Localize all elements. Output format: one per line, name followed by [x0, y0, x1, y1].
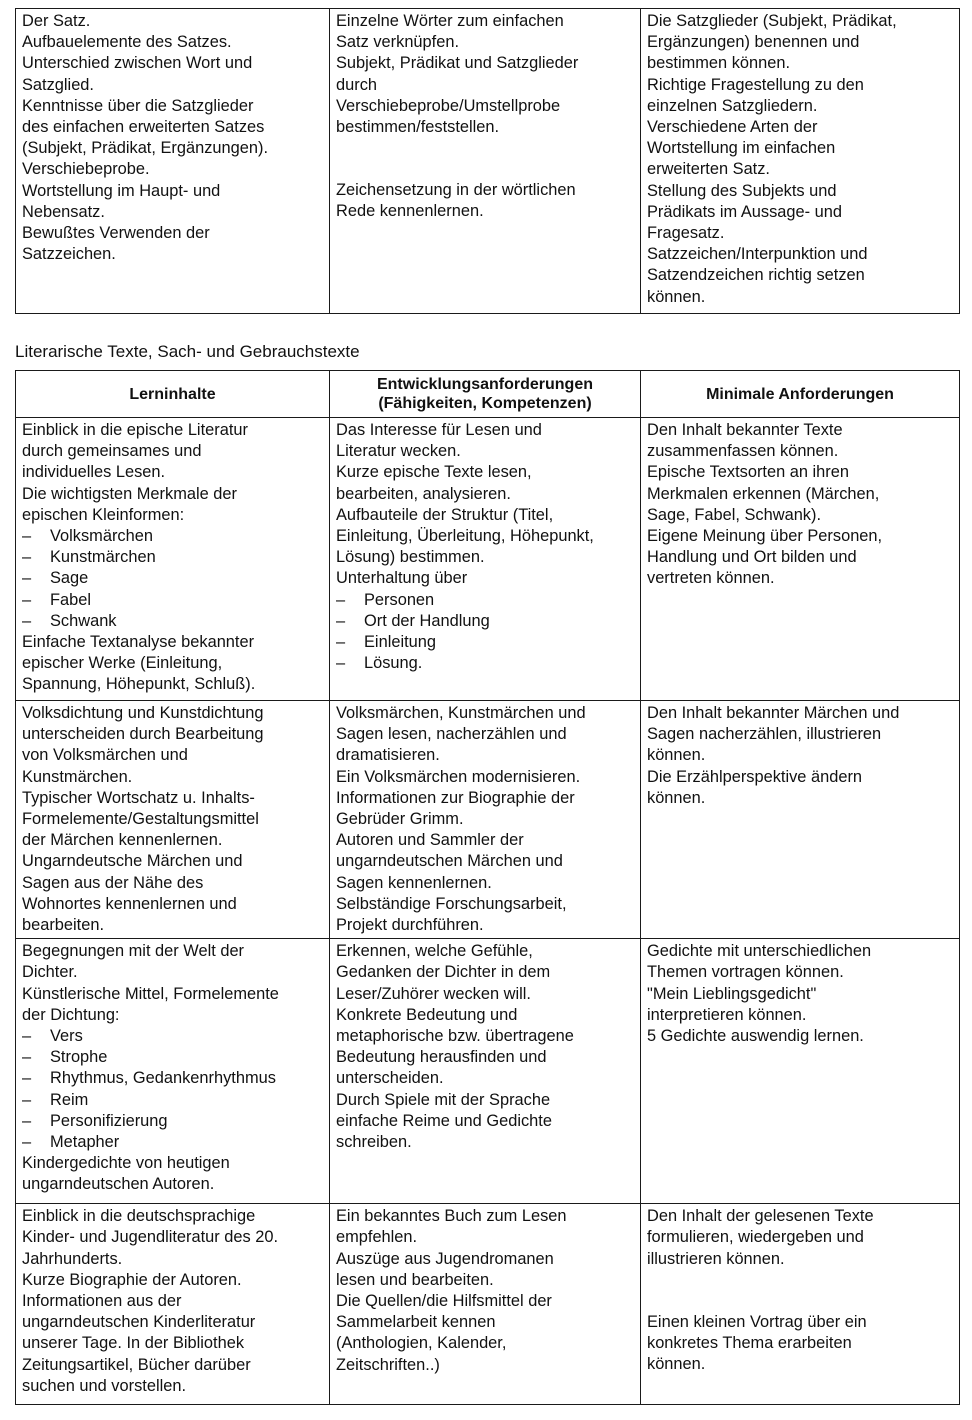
dash-marker: –: [22, 1133, 32, 1152]
text-line: Einleitung, Überleitung, Höhepunkt,: [336, 527, 594, 546]
text-line: "Mein Lieblingsgedicht": [647, 984, 817, 1003]
text-line: Sagen lesen, nacherzählen und: [336, 725, 567, 744]
text-line: erweiterten Satz.: [647, 160, 770, 179]
header-line: (Fähigkeiten, Kompetenzen): [378, 395, 592, 412]
text-line: Typischer Wortschatz u. Inhalts-: [22, 788, 255, 807]
text-line: Wohnortes kennenlernen und: [22, 894, 237, 913]
text-line: Subjekt, Prädikat und Satzglieder: [336, 54, 579, 73]
text-line: Kenntnisse über die Satzglieder: [22, 96, 254, 115]
text-line: Satzzeichen/Interpunktion und: [647, 245, 868, 264]
text-block: [647, 941, 953, 1047]
text-line: Verschiedene Arten der: [647, 118, 818, 137]
text-line: Wortstellung im Haupt- und: [22, 181, 221, 200]
text-block: [22, 941, 323, 1026]
dash-list: [22, 526, 323, 632]
text-line: unterscheiden.: [336, 1069, 444, 1088]
dash-marker: –: [22, 527, 32, 546]
text-line: Lösung) bestimmen.: [336, 548, 485, 567]
section-heading: Literarische Texte, Sach- und Gebrauchstexte: [15, 342, 360, 361]
text-block: [336, 703, 634, 936]
text-line: Volksmärchen, Kunstmärchen und: [336, 704, 586, 722]
text-line: der Dichtung:: [22, 1005, 120, 1024]
text-line: Richtige Fragestellung zu den: [647, 75, 864, 94]
text-line: Aufbauelemente des Satzes.: [22, 33, 232, 52]
text-line: Einzelne Wörter zum einfachen: [336, 12, 564, 30]
text-line: Sagen kennenlernen.: [336, 873, 492, 892]
development-cell: [330, 939, 641, 1204]
dash-marker: –: [336, 590, 346, 609]
text-line: Sagen nacherzählen, illustrieren: [647, 725, 882, 744]
text-line: des einfachen erweiterten Satzes: [22, 118, 265, 137]
text-block: [22, 632, 323, 696]
text-line: Die wichtigsten Merkmale der: [22, 484, 237, 503]
text-block: [22, 703, 323, 936]
text-line: Leser/Zuhörer wecken will.: [336, 984, 531, 1003]
text-line: Konkrete Bedeutung und: [336, 1005, 518, 1024]
list-item-text: Personifizierung: [50, 1111, 168, 1130]
development-cell: [330, 9, 641, 314]
dash-marker: –: [336, 654, 346, 673]
text-line: Merkmalen erkennen (Märchen,: [647, 484, 880, 503]
text-line: Den Inhalt bekannter Texte: [647, 421, 843, 439]
text-block: [647, 11, 953, 308]
text-line: individuelles Lesen.: [22, 463, 166, 482]
list-item: [22, 568, 323, 589]
text-line: ungarndeutschen Kinderliteratur: [22, 1313, 256, 1332]
text-line: Bewußtes Verwenden der: [22, 224, 210, 243]
text-line: dramatisieren.: [336, 746, 440, 765]
dash-marker: –: [22, 1048, 32, 1067]
text-line: bestimmen können.: [647, 54, 791, 73]
list-item-text: Lösung.: [364, 654, 423, 673]
text-line: Wortstellung im einfachen: [647, 139, 836, 158]
list-item-text: Schwank: [50, 611, 117, 630]
list-item: [22, 1132, 323, 1153]
dash-marker: –: [22, 1069, 32, 1088]
text-line: Kinder- und Jugendliteratur des 20.: [22, 1228, 279, 1247]
minimum-cell: [641, 9, 960, 314]
text-line: Der Satz.: [22, 12, 91, 30]
list-item: [336, 611, 634, 632]
header-row: [16, 371, 960, 418]
text-line: Satz verknüpfen.: [336, 33, 460, 52]
text-line: Handlung und Ort bilden und: [647, 548, 857, 567]
text-line: Satzzeichen.: [22, 245, 116, 264]
text-block: [22, 11, 323, 265]
text-line: Dichter.: [22, 963, 78, 982]
table-row: [16, 418, 960, 701]
text-line: Rede kennenlernen.: [336, 202, 484, 221]
text-line: bearbeiten, analysieren.: [336, 484, 511, 503]
text-line: 5 Gedichte auswendig lernen.: [647, 1027, 864, 1046]
text-block: [22, 1206, 323, 1397]
text-line: (Anthologien, Kalender,: [336, 1334, 507, 1353]
text-line: Fragesatz.: [647, 224, 725, 243]
table-row: [16, 939, 960, 1204]
text-line: Sammelarbeit kennen: [336, 1313, 496, 1332]
text-line: Literatur wecken.: [336, 442, 461, 461]
text-line: Themen vortragen können.: [647, 963, 844, 982]
dash-marker: –: [336, 633, 346, 652]
text-line: Kunstmärchen.: [22, 767, 133, 786]
text-line: formulieren, wiedergeben und: [647, 1228, 864, 1247]
text-line: Die Quellen/die Hilfsmittel der: [336, 1292, 552, 1311]
text-line: Verschiebeprobe/Umstellprobe: [336, 96, 561, 115]
text-line: schreiben.: [336, 1133, 412, 1152]
text-line: Stellung des Subjekts und: [647, 181, 837, 200]
learning-content-cell: [16, 418, 330, 701]
text-block: [336, 420, 634, 590]
text-line: unserer Tage. In der Bibliothek: [22, 1334, 245, 1353]
text-line: konkretes Thema erarbeiten: [647, 1334, 852, 1353]
text-line: suchen und vorstellen.: [22, 1376, 187, 1395]
development-cell: [330, 1204, 641, 1405]
list-item-text: Vers: [50, 1027, 83, 1046]
dash-marker: –: [22, 590, 32, 609]
text-line: durch: [336, 75, 378, 94]
text-line: ungarndeutschen Autoren.: [22, 1175, 215, 1194]
list-item-text: Rhythmus, Gedankenrhythmus: [50, 1069, 276, 1088]
text-line: Kurze epische Texte lesen,: [336, 463, 532, 482]
table-row: [16, 1204, 960, 1405]
list-item-text: Metapher: [50, 1133, 120, 1152]
text-line: Sagen aus der Nähe des: [22, 873, 204, 892]
learning-content-cell: [16, 1204, 330, 1405]
learning-content-cell: [16, 939, 330, 1204]
text-block: [336, 1206, 634, 1376]
list-item: [22, 590, 323, 611]
text-line: Auszüge aus Jugendromanen: [336, 1249, 554, 1268]
list-item-text: Einleitung: [364, 633, 436, 652]
text-line: Verschiebeprobe.: [22, 160, 150, 179]
text-line: ungarndeutschen Märchen und: [336, 852, 563, 871]
text-line: Spannung, Höhepunkt, Schluß).: [22, 675, 256, 694]
dash-marker: –: [336, 611, 346, 630]
text-line: der Märchen kennenlernen.: [22, 831, 223, 850]
list-item: [22, 1026, 323, 1047]
dash-marker: –: [22, 611, 32, 630]
text-block: [647, 420, 953, 590]
text-line: Gebrüder Grimm.: [336, 810, 464, 829]
dash-marker: –: [22, 548, 32, 567]
text-line: unterscheiden durch Bearbeitung: [22, 725, 264, 744]
text-line: Nebensatz.: [22, 202, 105, 221]
list-item-text: Kunstmärchen: [50, 548, 156, 567]
text-block: [22, 420, 323, 526]
text-line: Selbständige Forschungsarbeit,: [336, 894, 567, 913]
minimum-cell: [641, 1204, 960, 1405]
text-line: Gedichte mit unterschiedlichen: [647, 942, 872, 961]
text-line: einfache Reime und Gedichte: [336, 1111, 552, 1130]
table-row: [16, 701, 960, 939]
text-line: Informationen zur Biographie der: [336, 788, 575, 807]
text-line: Durch Spiele mit der Sprache: [336, 1090, 551, 1109]
list-item: [336, 632, 634, 653]
text-line: Kurze Biographie der Autoren.: [22, 1270, 242, 1289]
grammar-table: [15, 8, 960, 314]
text-line: metaphorische bzw. übertragene: [336, 1027, 574, 1046]
list-item-text: Sage: [50, 569, 89, 588]
text-line: von Volksmärchen und: [22, 746, 188, 765]
list-item: [22, 1111, 323, 1132]
minimum-cell: [641, 701, 960, 939]
header-minimum-requirements: Minimale Anforderungen: [641, 371, 960, 418]
list-item: [22, 1047, 323, 1068]
text-block: [647, 1206, 953, 1270]
text-line: Erkennen, welche Gefühle,: [336, 942, 533, 961]
text-line: Ungarndeutsche Märchen und: [22, 852, 243, 871]
text-line: Ein bekanntes Buch zum Lesen: [336, 1207, 567, 1226]
text-line: Epische Textsorten an ihren: [647, 463, 849, 482]
text-line: vertreten können.: [647, 569, 775, 588]
text-line: Zeichensetzung in der wörtlichen: [336, 181, 576, 200]
list-item: [336, 653, 634, 674]
text-line: Unterschied zwischen Wort und: [22, 54, 253, 73]
text-line: können.: [647, 746, 706, 765]
text-line: bestimmen/feststellen.: [336, 118, 500, 137]
literature-table: [15, 370, 960, 1405]
text-line: Satzendzeichen richtig setzen: [647, 266, 865, 285]
text-line: Den Inhalt der gelesenen Texte: [647, 1207, 874, 1226]
text-line: (Subjekt, Prädikat, Ergänzungen).: [22, 139, 268, 158]
list-item-text: Volksmärchen: [50, 527, 153, 546]
list-item: [22, 526, 323, 547]
text-line: Den Inhalt bekannter Märchen und: [647, 704, 900, 722]
text-line: Formelemente/Gestaltungsmittel: [22, 810, 259, 829]
learning-content-cell: [16, 701, 330, 939]
text-block: [336, 941, 634, 1153]
text-line: Zeitschriften..): [336, 1355, 440, 1374]
list-item-text: Fabel: [50, 590, 92, 609]
text-line: lesen und bearbeiten.: [336, 1270, 494, 1289]
text-line: Einfache Textanalyse bekannter: [22, 633, 255, 652]
list-item: [22, 1068, 323, 1089]
text-line: Aufbauteile der Struktur (Titel,: [336, 505, 554, 524]
dash-marker: –: [22, 569, 32, 588]
text-line: Autoren und Sammler der: [336, 831, 524, 850]
text-line: bearbeiten.: [22, 916, 105, 935]
list-item: [22, 547, 323, 568]
text-line: Unterhaltung über: [336, 569, 468, 588]
text-line: können.: [647, 287, 706, 306]
text-line: Das Interesse für Lesen und: [336, 421, 542, 439]
text-line: Die Satzglieder (Subjekt, Prädikat,: [647, 12, 897, 30]
header-development-requirements: [330, 371, 641, 418]
text-line: einzelnen Satzgliedern.: [647, 96, 818, 115]
text-block: [647, 703, 953, 809]
text-line: Bedeutung herausfinden und: [336, 1048, 547, 1067]
text-block: [336, 11, 634, 138]
dash-list: [336, 590, 634, 675]
list-item: [22, 611, 323, 632]
text-line: Zeitungsartikel, Bücher darüber: [22, 1355, 251, 1374]
text-line: Gedanken der Dichter in dem: [336, 963, 551, 982]
text-line: Jahrhunderts.: [22, 1249, 123, 1268]
text-line: Die Erzählperspektive ändern: [647, 767, 863, 786]
text-line: epischen Kleinformen:: [22, 505, 185, 524]
list-item-text: Ort der Handlung: [364, 611, 490, 630]
text-line: Ein Volksmärchen modernisieren.: [336, 767, 581, 786]
text-line: Einen kleinen Vortrag über ein: [647, 1312, 867, 1331]
text-line: interpretieren können.: [647, 1005, 807, 1024]
text-line: Kindergedichte von heutigen: [22, 1154, 230, 1173]
text-block: [647, 1312, 953, 1376]
dash-marker: –: [22, 1090, 32, 1109]
header-line: Entwicklungsanforderungen: [376, 376, 593, 393]
text-line: Satzglied.: [22, 75, 94, 94]
text-line: Künstlerische Mittel, Formelemente: [22, 984, 279, 1003]
learning-content-cell: [16, 9, 330, 314]
development-cell: [330, 418, 641, 701]
text-line: Projekt durchführen.: [336, 916, 484, 935]
text-line: können.: [647, 788, 706, 807]
text-line: Volksdichtung und Kunstdichtung: [22, 704, 264, 722]
minimum-cell: [641, 939, 960, 1204]
text-line: epischer Werke (Einleitung,: [22, 654, 223, 673]
text-line: illustrieren können.: [647, 1249, 785, 1268]
text-line: Informationen aus der: [22, 1292, 182, 1311]
minimum-cell: [641, 418, 960, 701]
list-item: [22, 1090, 323, 1111]
text-line: Einblick in die deutschsprachige: [22, 1207, 256, 1226]
text-line: Ergänzungen) benennen und: [647, 33, 860, 52]
text-line: Prädikats im Aussage- und: [647, 202, 842, 221]
list-item: [336, 590, 634, 611]
list-item-text: Reim: [50, 1090, 89, 1109]
development-cell: [330, 701, 641, 939]
list-item-text: Strophe: [50, 1048, 108, 1067]
text-line: Sage, Fabel, Schwank).: [647, 505, 822, 524]
text-block: [336, 180, 634, 222]
text-line: zusammenfassen können.: [647, 442, 839, 461]
text-line: Eigene Meinung über Personen,: [647, 527, 883, 546]
header-learning-content: Lerninhalte: [16, 371, 330, 418]
text-block: [22, 1153, 323, 1195]
text-line: durch gemeinsames und: [22, 442, 202, 461]
dash-marker: –: [22, 1111, 32, 1130]
text-line: können.: [647, 1355, 706, 1374]
text-line: empfehlen.: [336, 1228, 418, 1247]
list-item-text: Personen: [364, 590, 435, 609]
text-line: Einblick in die epische Literatur: [22, 421, 248, 439]
dash-list: [22, 1026, 323, 1153]
text-line: Begegnungen mit der Welt der: [22, 942, 245, 961]
dash-marker: –: [22, 1027, 32, 1046]
table-row: [16, 9, 960, 314]
